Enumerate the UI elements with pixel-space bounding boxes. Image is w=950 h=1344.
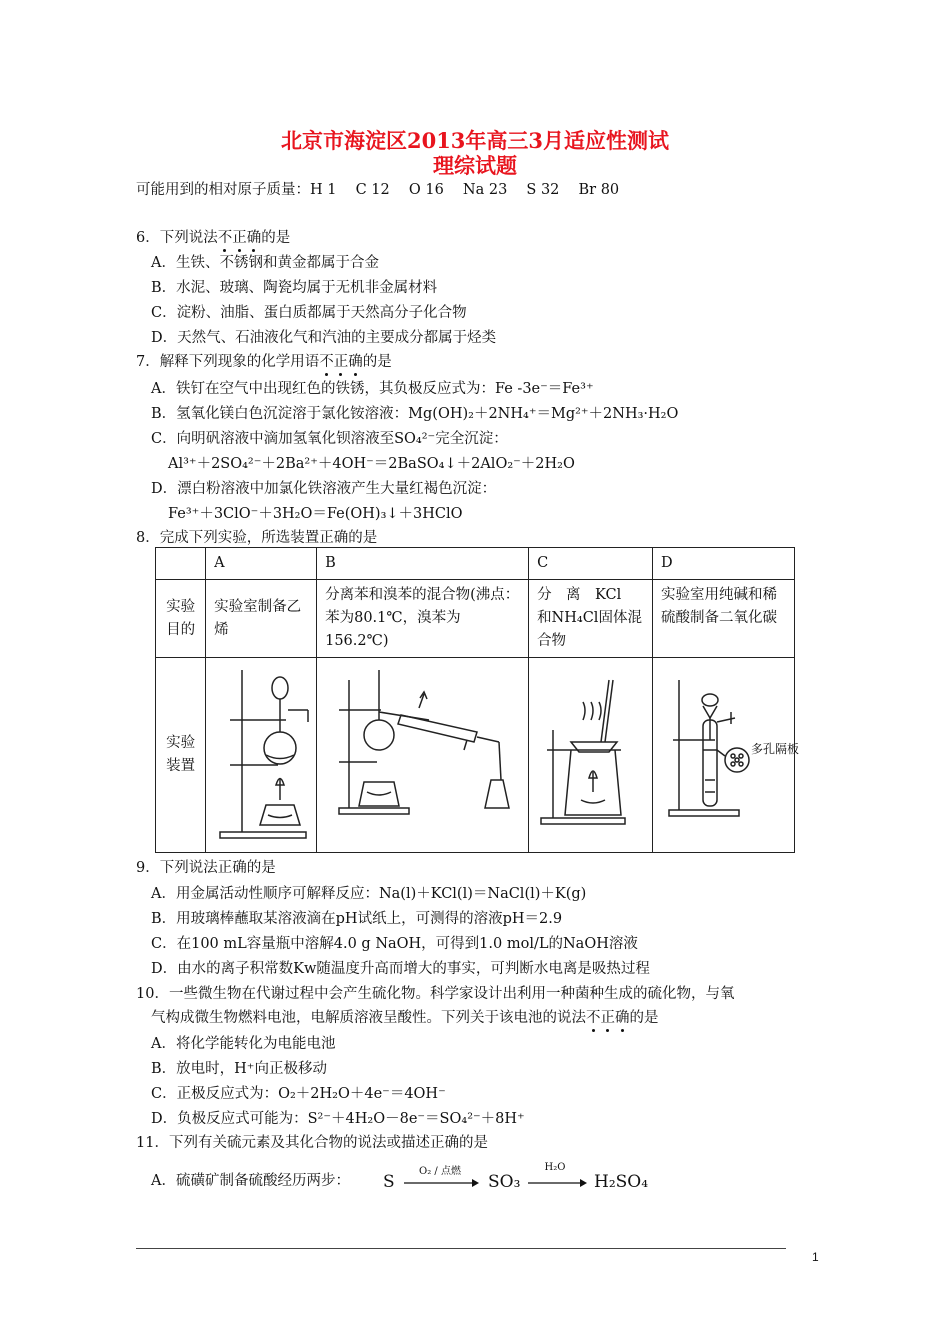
q7-emphasis: 不正确 <box>319 354 363 370</box>
apparatus-b <box>317 658 529 853</box>
porous-plate-label: 多孔隔板 <box>751 742 800 756</box>
q11-option-a: A．硫磺矿制备硫酸经历两步： <box>151 1173 350 1189</box>
q7-option-d: D．漂白粉溶液中加氯化铁溶液产生大量红褐色沉淀： <box>151 481 497 497</box>
q7-option-c: C．向明矾溶液中滴加氢氧化钡溶液至SO₄²⁻完全沉淀： <box>151 431 508 447</box>
reaction-arrow-2 <box>526 1178 588 1188</box>
purpose-c: 分 离 KCl 和NH₄Cl固体混合物 <box>529 580 653 658</box>
q7-option-c-equation: Al³⁺＋2SO₄²⁻＋2Ba²⁺＋4OH⁻＝2BaSO₄↓＋2AlO₂⁻＋2H₂O <box>168 456 575 472</box>
q7-option-d-equation: Fe³⁺＋3ClO⁻＋3H₂O＝Fe(OH)₃↓＋3HClO <box>168 506 463 522</box>
formula-h2so4: H₂SO₄ <box>594 1172 649 1192</box>
apparatus-a <box>206 658 317 853</box>
q6-option-a: A．生铁、不锈钢和黄金都属于合金 <box>151 255 379 271</box>
q8-table <box>155 547 800 853</box>
ethylene-apparatus-image <box>208 660 313 850</box>
atomic-mass-note: 可能用到的相对原子质量：H 1 C 12 O 16 Na 23 S 32 Br 80 <box>136 182 620 198</box>
q6-option-c: C．淀粉、油脂、蛋白质都属于天然高分子化合物 <box>151 305 467 321</box>
col-header-d: D <box>653 548 795 580</box>
apparatus-c <box>529 658 653 853</box>
distillation-apparatus-image <box>319 660 525 850</box>
q9-option-d: D．由水的离子积常数Kw随温度升高而增大的事实，可判断水电离是吸热过程 <box>151 961 650 977</box>
arrow1-label: O₂ / 点燃 <box>419 1166 461 1177</box>
q9-option-b: B．用玻璃棒蘸取某溶液滴在pH试纸上，可测得的溶液pH＝2.9 <box>151 911 563 927</box>
formula-so3: SO₃ <box>488 1172 521 1192</box>
q10-option-a: A．将化学能转化为电能电池 <box>151 1036 336 1052</box>
q7-stem: 7．解释下列现象的化学用语不正确的是 <box>136 350 392 371</box>
purpose-a: 实验室制备乙烯 <box>206 580 317 658</box>
col-header-b: B <box>317 548 529 580</box>
purpose-b: 分离苯和溴苯的混合物(沸点：苯为80.1℃，溴苯为156.2℃) <box>317 580 529 658</box>
q9-option-a: A．用金属活动性顺序可解释反应：Na(l)＋KCl(l)＝NaCl(l)＋K(g) <box>151 886 587 902</box>
q11-stem: 11．下列有关硫元素及其化合物的说法或描述正确的是 <box>136 1135 488 1151</box>
row-label-apparatus: 实验装置 <box>156 658 206 853</box>
q10-stem-line1: 10．一些微生物在代谢过程中会产生硫化物。科学家设计出利用一种菌种生成的硫化物，与氧 <box>136 986 735 1002</box>
table-corner <box>156 548 206 580</box>
q9-option-c: C．在100 mL容量瓶中溶解4.0 g NaOH，可得到1.0 mol/L的NaOH溶液 <box>151 936 638 952</box>
page-title: 北京市海淀区2013年高三3月适应性测试 <box>280 128 670 153</box>
q8-stem: 8．完成下列实验，所选装置正确的是 <box>136 530 378 546</box>
page-number: 1 <box>812 1250 819 1264</box>
col-header-a: A <box>206 548 317 580</box>
q10-option-d: D．负极反应式可能为：S²⁻＋4H₂O－8e⁻＝SO₄²⁻＋8H⁺ <box>151 1111 525 1127</box>
q10-emphasis: 不正确 <box>586 1010 630 1026</box>
q7-option-b: B．氢氧化镁白色沉淀溶于氯化铵溶液：Mg(OH)₂＋2NH₄⁺＝Mg²⁺＋2NH₃·H₂O <box>151 406 679 422</box>
col-header-c: C <box>529 548 653 580</box>
formula-s: S <box>383 1172 395 1192</box>
footer-divider <box>136 1248 786 1249</box>
q6-stem: 6．下列说法不正确的是 <box>136 226 290 247</box>
q7-option-a: A．铁钉在空气中出现红色的铁锈，其负极反应式为：Fe -3e⁻＝Fe³⁺ <box>151 381 594 397</box>
apparatus-d <box>653 658 800 853</box>
q9-stem: 9．下列说法正确的是 <box>136 860 276 876</box>
page-subtitle: 理综试题 <box>433 153 517 178</box>
reaction-arrow-1 <box>402 1178 480 1188</box>
q10-option-b: B．放电时，H⁺向正极移动 <box>151 1061 327 1077</box>
q6-emphasis: 不正确 <box>218 230 262 246</box>
q10-stem-line2: 气构成微生物燃料电池，电解质溶液呈酸性。下列关于该电池的说法不正确的是 <box>151 1006 659 1027</box>
sublimation-apparatus-image <box>531 660 649 850</box>
q6-option-d: D．天然气、石油液化气和汽油的主要成分都属于烃类 <box>151 330 497 346</box>
q10-option-c: C．正极反应式为：O₂＋2H₂O＋4e⁻＝4OH⁻ <box>151 1086 446 1102</box>
q6-option-b: B．水泥、玻璃、陶瓷均属于无机非金属材料 <box>151 280 438 296</box>
purpose-d: 实验室用纯碱和稀硫酸制备二氧化碳 <box>653 580 795 658</box>
arrow2-label: H₂O <box>544 1162 566 1173</box>
row-label-purpose: 实验目的 <box>156 580 206 658</box>
